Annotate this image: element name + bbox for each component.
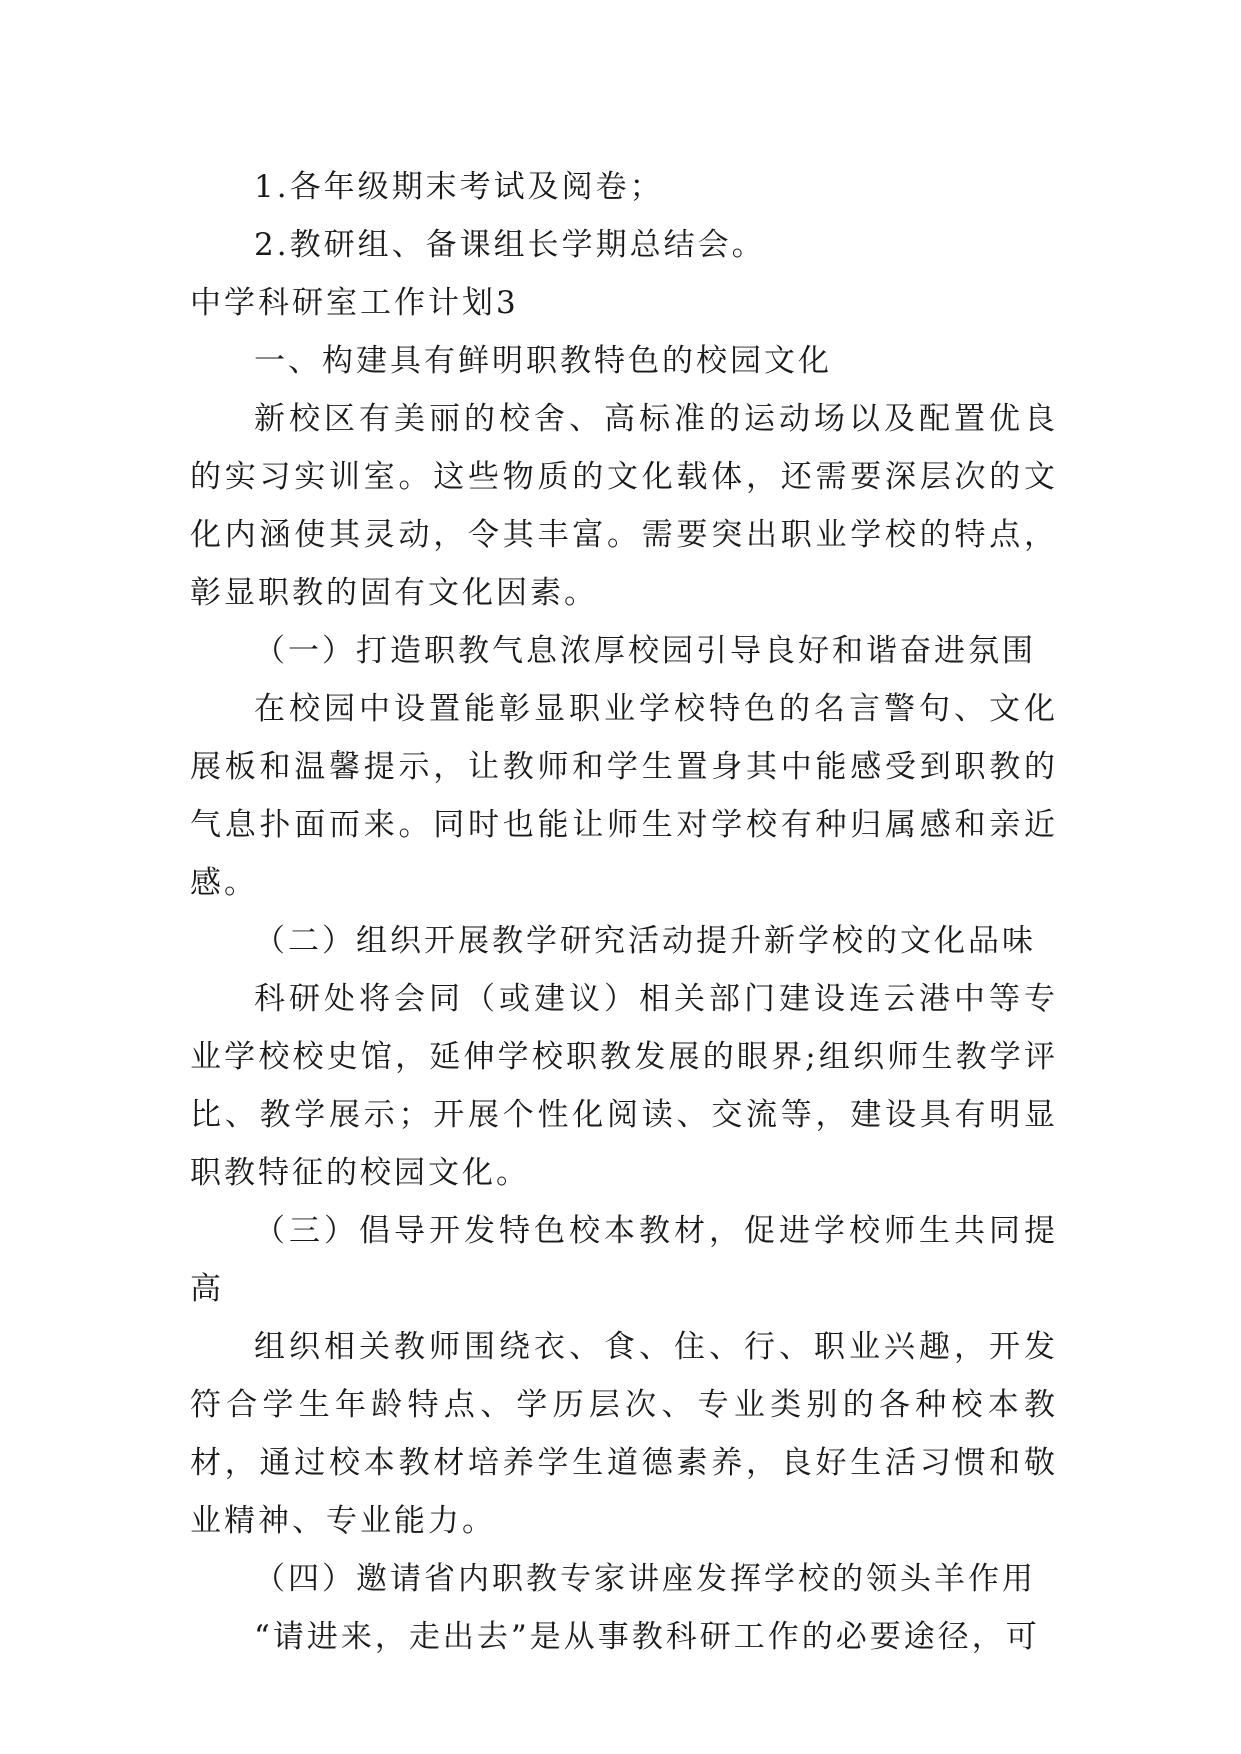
subheading-2: （二）组织开展教学研究活动提升新学校的文化品味	[254, 923, 1036, 959]
paragraph-campus-culture: 新校区有美丽的校舍、高标准的运动场以及配置优良的实习实训室。这些物质的文化载体，还需要深层次的文化内涵使其灵动，令其丰富。需要突出职业学校的特点，彰显职教的固有文化因素。	[190, 401, 1058, 611]
paragraph-research-activities: 科研处将会同（或建议）相关部门建设连云港中等专业学校校史馆，延伸学校职教发展的眼界;组织师生教学评比、教学展示；开展个性化阅读、交流等，建设具有明显职教特征的校园文化。	[190, 981, 1058, 1191]
paragraph-item-2-summary-meeting: 2.教研组、备课组长学期总结会。	[254, 227, 766, 263]
paragraph-invite-experts: “请进来，走出去”是从事教科研工作的必要途径，可	[254, 1619, 1040, 1655]
document-body	[190, 158, 1058, 1666]
paragraph-atmosphere: 在校园中设置能彰显职业学校特色的名言警句、文化展板和温馨提示，让教师和学生置身其中能感受到职教的气息扑面而来。同时也能让师生对学校有种归属感和亲近感。	[190, 691, 1058, 901]
subheading-4: （四）邀请省内职教专家讲座发挥学校的领头羊作用	[254, 1561, 1036, 1597]
subheading-3: （三）倡导开发特色校本教材，促进学校师生共同提高	[190, 1213, 1058, 1307]
paragraph-item-1-exams: 1.各年级期末考试及阅卷；	[254, 169, 664, 205]
section-heading-1: 一、构建具有鲜明职教特色的校园文化	[254, 343, 832, 379]
paragraph-textbooks: 组织相关教师围绕衣、食、住、行、职业兴趣，开发符合学生年龄特点、学历层次、专业类别的各种校本教材，通过校本教材培养学生道德素养，良好生活习惯和敬业精神、专业能力。	[190, 1329, 1058, 1539]
subheading-1: （一）打造职教气息浓厚校园引导良好和谐奋进氛围	[254, 633, 1036, 669]
section-title: 中学科研室工作计划3	[190, 285, 519, 321]
